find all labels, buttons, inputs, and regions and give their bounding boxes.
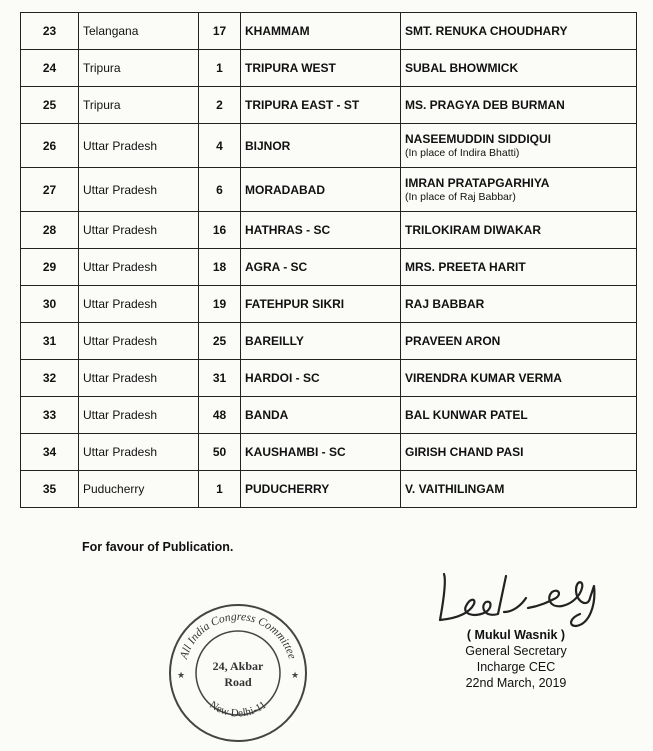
serial-number-cell: 26 bbox=[21, 124, 79, 168]
state-cell: Uttar Pradesh bbox=[79, 360, 199, 397]
candidate-replacement-note: (In place of Raj Babbar) bbox=[405, 191, 516, 203]
candidate-cell bbox=[401, 323, 637, 360]
stamp-star-left-icon: ★ bbox=[177, 670, 186, 680]
serial-number-cell: 25 bbox=[21, 87, 79, 124]
stamp-ring-text: All India Congress Committee bbox=[178, 610, 298, 661]
candidate-cell bbox=[401, 87, 637, 124]
serial-number-cell: 27 bbox=[21, 168, 79, 212]
serial-number-cell: 33 bbox=[21, 397, 79, 434]
pc-number-cell: 2 bbox=[199, 87, 241, 124]
candidate-table-body bbox=[21, 13, 637, 508]
candidate-name: MS. PRAGYA DEB BURMAN bbox=[405, 98, 565, 112]
candidate-name: SUBAL BHOWMICK bbox=[405, 61, 519, 75]
candidate-name: SMT. RENUKA CHOUDHARY bbox=[405, 24, 568, 38]
stamp-address-line1: 24, Akbar bbox=[212, 659, 264, 673]
candidate-cell bbox=[401, 212, 637, 249]
signature-block bbox=[442, 627, 590, 691]
stamp-city: New Delhi-11 bbox=[207, 698, 269, 720]
candidate-cell bbox=[401, 397, 637, 434]
constituency-cell: HATHRAS - SC bbox=[241, 212, 401, 249]
state-cell: Uttar Pradesh bbox=[79, 124, 199, 168]
table-row bbox=[21, 50, 637, 87]
pc-number-cell: 4 bbox=[199, 124, 241, 168]
table-row bbox=[21, 323, 637, 360]
pc-number-cell: 16 bbox=[199, 212, 241, 249]
candidate-cell bbox=[401, 124, 637, 168]
state-cell: Uttar Pradesh bbox=[79, 168, 199, 212]
candidate-name: BAL KUNWAR PATEL bbox=[405, 408, 528, 422]
constituency-cell: TRIPURA EAST - ST bbox=[241, 87, 401, 124]
signatory-role: Incharge CEC bbox=[476, 660, 556, 674]
serial-number-cell: 34 bbox=[21, 434, 79, 471]
candidate-name: GIRISH CHAND PASI bbox=[405, 445, 524, 459]
candidate-cell bbox=[401, 13, 637, 50]
state-cell: Tripura bbox=[79, 50, 199, 87]
candidate-name: TRILOKIRAM DIWAKAR bbox=[405, 223, 541, 237]
pc-number-cell: 48 bbox=[199, 397, 241, 434]
serial-number-cell: 31 bbox=[21, 323, 79, 360]
candidate-name: PRAVEEN ARON bbox=[405, 334, 501, 348]
constituency-cell: MORADABAD bbox=[241, 168, 401, 212]
serial-number-cell: 30 bbox=[21, 286, 79, 323]
serial-number-cell: 29 bbox=[21, 249, 79, 286]
pc-number-cell: 50 bbox=[199, 434, 241, 471]
state-cell: Uttar Pradesh bbox=[79, 397, 199, 434]
table-row bbox=[21, 434, 637, 471]
constituency-cell: AGRA - SC bbox=[241, 249, 401, 286]
constituency-cell: BIJNOR bbox=[241, 124, 401, 168]
table-row bbox=[21, 87, 637, 124]
candidate-cell bbox=[401, 360, 637, 397]
candidate-name: V. VAITHILINGAM bbox=[405, 482, 505, 496]
pc-number-cell: 31 bbox=[199, 360, 241, 397]
pc-number-cell: 6 bbox=[199, 168, 241, 212]
pc-number-cell: 1 bbox=[199, 50, 241, 87]
state-cell: Tripura bbox=[79, 87, 199, 124]
state-cell: Uttar Pradesh bbox=[79, 249, 199, 286]
constituency-cell: TRIPURA WEST bbox=[241, 50, 401, 87]
signatory-designation: General Secretary bbox=[465, 644, 567, 658]
candidate-name: IMRAN PRATAPGARHIYA bbox=[405, 176, 550, 190]
state-cell: Uttar Pradesh bbox=[79, 323, 199, 360]
candidate-table bbox=[20, 12, 637, 508]
table-row bbox=[21, 286, 637, 323]
pc-number-cell: 19 bbox=[199, 286, 241, 323]
table-row bbox=[21, 397, 637, 434]
office-stamp bbox=[163, 598, 313, 748]
pc-number-cell: 18 bbox=[199, 249, 241, 286]
pc-number-cell: 25 bbox=[199, 323, 241, 360]
serial-number-cell: 35 bbox=[21, 471, 79, 508]
svg-text:New Delhi-11 bbox=[207, 699, 268, 720]
candidate-cell bbox=[401, 434, 637, 471]
handwritten-signature bbox=[430, 568, 620, 628]
candidate-name: MRS. PREETA HARIT bbox=[405, 260, 526, 274]
table-row bbox=[21, 124, 637, 168]
stamp-address-line2: Road bbox=[224, 675, 252, 689]
constituency-cell: PUDUCHERRY bbox=[241, 471, 401, 508]
serial-number-cell: 28 bbox=[21, 212, 79, 249]
candidate-name: VIRENDRA KUMAR VERMA bbox=[405, 371, 562, 385]
table-row bbox=[21, 212, 637, 249]
state-cell: Puducherry bbox=[79, 471, 199, 508]
pc-number-cell: 17 bbox=[199, 13, 241, 50]
constituency-cell: HARDOI - SC bbox=[241, 360, 401, 397]
constituency-cell: FATEHPUR SIKRI bbox=[241, 286, 401, 323]
serial-number-cell: 23 bbox=[21, 13, 79, 50]
candidate-name: RAJ BABBAR bbox=[405, 297, 485, 311]
serial-number-cell: 24 bbox=[21, 50, 79, 87]
table-row bbox=[21, 360, 637, 397]
constituency-cell: BANDA bbox=[241, 397, 401, 434]
candidate-name: NASEEMUDDIN SIDDIQUI bbox=[405, 132, 552, 146]
candidate-cell bbox=[401, 168, 637, 212]
constituency-cell: KAUSHAMBI - SC bbox=[241, 434, 401, 471]
table-row bbox=[21, 168, 637, 212]
state-cell: Uttar Pradesh bbox=[79, 434, 199, 471]
signatory-name: ( Mukul Wasnik ) bbox=[466, 628, 566, 642]
candidate-replacement-note: (In place of Indira Bhatti) bbox=[405, 147, 520, 159]
candidate-cell bbox=[401, 50, 637, 87]
state-cell: Uttar Pradesh bbox=[79, 286, 199, 323]
publication-note: For favour of Publication. bbox=[82, 540, 234, 554]
state-cell: Telangana bbox=[79, 13, 199, 50]
constituency-cell: BAREILLY bbox=[241, 323, 401, 360]
constituency-cell: KHAMMAM bbox=[241, 13, 401, 50]
candidate-cell bbox=[401, 471, 637, 508]
signature-date: 22nd March, 2019 bbox=[465, 676, 567, 690]
candidate-cell bbox=[401, 286, 637, 323]
state-cell: Uttar Pradesh bbox=[79, 212, 199, 249]
candidate-cell bbox=[401, 249, 637, 286]
table-row bbox=[21, 13, 637, 50]
table-row bbox=[21, 249, 637, 286]
serial-number-cell: 32 bbox=[21, 360, 79, 397]
pc-number-cell: 1 bbox=[199, 471, 241, 508]
stamp-star-right-icon: ★ bbox=[291, 670, 300, 680]
table-row bbox=[21, 471, 637, 508]
